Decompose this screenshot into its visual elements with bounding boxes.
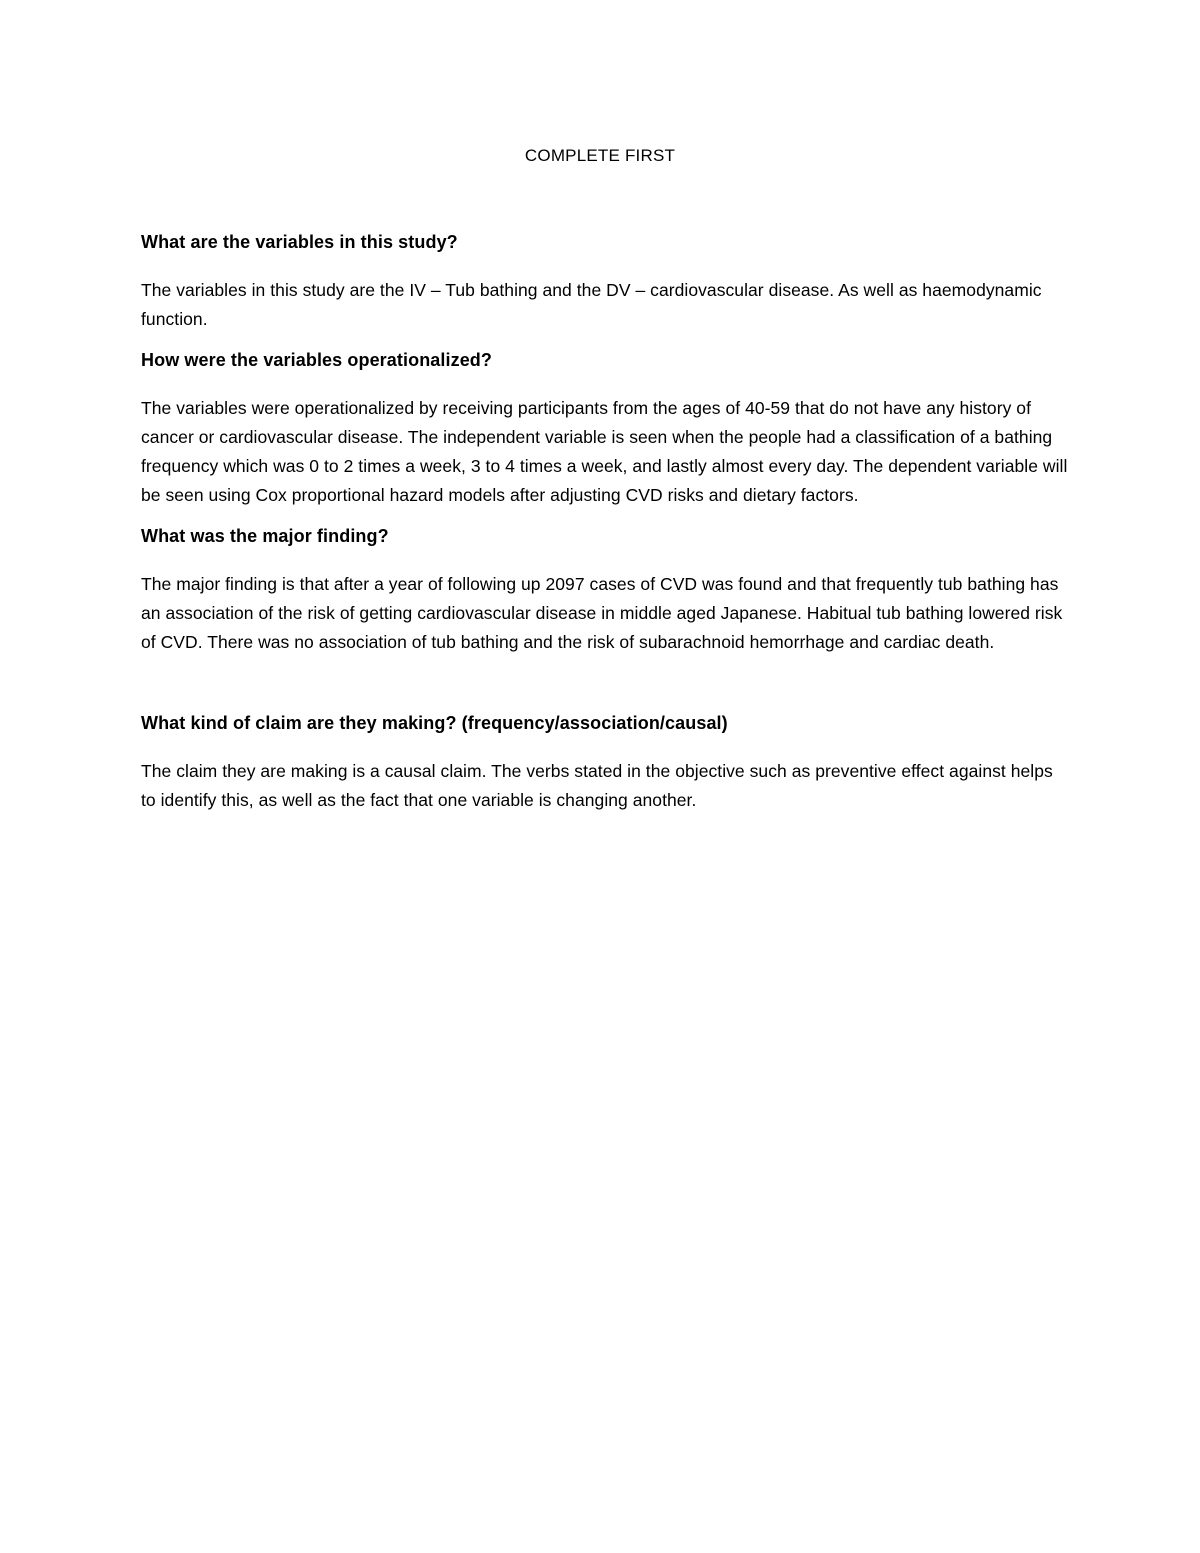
blank-line bbox=[141, 671, 1071, 711]
section-body: The claim they are making is a causal claim. The verbs stated in the objective such as preventive effect against helps to identify this, as well as the fact that one variable is changing another. bbox=[141, 761, 1053, 810]
section-operationalization bbox=[141, 348, 1071, 510]
section-claim-type bbox=[141, 711, 1071, 815]
section-variables bbox=[141, 230, 1071, 334]
section-heading: What was the major finding? bbox=[141, 526, 389, 546]
section-body: The variables were operationalized by receiving participants from the ages of 40-59 that do not have any history of cancer or cardiovascular disease. The independent variable is seen when the people had a classification of a bathing frequency which was 0 to 2 times a week, 3 to 4 times a week, and lastly almost every day. The dependent variable will be seen using Cox proportional hazard models after adjusting CVD risks and dietary factors. bbox=[141, 398, 1068, 505]
document-title: COMPLETE FIRST bbox=[524, 146, 676, 165]
section-heading: What are the variables in this study? bbox=[141, 232, 458, 252]
document-body bbox=[141, 230, 1071, 829]
section-body: The variables in this study are the IV – Tub bathing and the DV – cardiovascular disease. As well as haemodynamic function. bbox=[141, 280, 1042, 329]
section-major-finding bbox=[141, 524, 1071, 657]
section-heading: How were the variables operationalized? bbox=[141, 350, 492, 370]
section-heading: What kind of claim are they making? (frequency/association/causal) bbox=[141, 713, 728, 733]
section-body: The major finding is that after a year of following up 2097 cases of CVD was found and that frequently tub bathing has an association of the risk of getting cardiovascular disease in middle aged Japanese. Habitual tub bathing lowered risk of CVD. There was no association of tub bathing and the risk of subarachnoid hemorrhage and cardiac death. bbox=[141, 574, 1063, 652]
